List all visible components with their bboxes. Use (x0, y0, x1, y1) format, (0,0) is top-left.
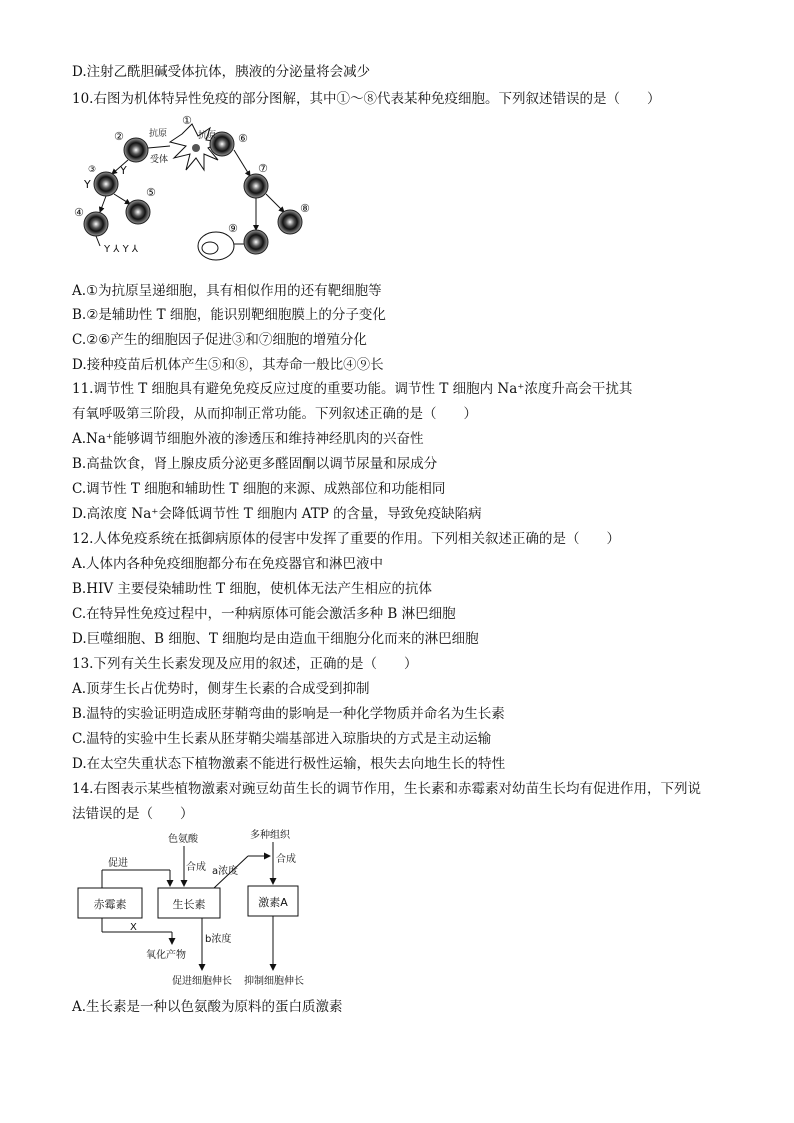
label-7: ⑦ (258, 162, 268, 175)
option-11c: C.调节性 T 细胞和辅助性 T 细胞的来源、成熟部位和功能相同 (72, 481, 446, 497)
synth-label-1: 合成 (186, 862, 206, 873)
label-antigen-left: 抗原 (149, 129, 168, 139)
question-14-stem: 14.右图表示某些植物激素对豌豆幼苗生长的调节作用，生长素和赤霉素对幼苗生长均有促进作用，下列说 (72, 781, 701, 797)
option-10b: B.②是辅助性 T 细胞，能识别靶细胞膜上的分子变化 (72, 307, 386, 323)
cytotoxic-t-cell-9 (244, 230, 268, 254)
helper-t-cell-2 (124, 138, 148, 162)
memory-b-cell-5 (126, 200, 150, 224)
label-4: ④ (74, 206, 84, 219)
immune-response-diagram (70, 112, 330, 270)
a-conc-label: a浓度 (212, 866, 239, 877)
option-11b: B.高盐饮食，肾上腺皮质分泌更多醛固酮以调节尿量和尿成分 (72, 456, 438, 472)
t-cell-7 (244, 174, 268, 198)
gibberellin-label: 赤霉素 (93, 898, 127, 911)
label-3: ③ (88, 165, 97, 175)
plasma-cell-4 (84, 212, 108, 236)
label-8: ⑧ (300, 202, 310, 215)
question-11-stem: 11.调节性 T 细胞具有避免免疫反应过度的重要功能。调节性 T 细胞内 Na⁺浓度升高会干扰其 (72, 381, 633, 397)
question-14-stem-cont: 法错误的是（ ） (72, 806, 194, 822)
promote-label: 促进 (108, 858, 128, 869)
option-10a: A.①为抗原呈递细胞，具有相似作用的还有靶细胞等 (72, 283, 382, 299)
svg-text:Y ⅄ Y ⅄: Y ⅄ Y ⅄ (104, 244, 138, 255)
option-10c: C.②⑥产生的细胞因子促进③和⑦细胞的增殖分化 (72, 332, 367, 348)
option-12c: C.在特异性免疫过程中，一种病原体可能会激活多种 B 淋巴细胞 (72, 606, 456, 622)
question-10-stem: 10.右图为机体特异性免疫的部分图解，其中①～⑧代表某种免疫细胞。下列叙述错误的是（ ） (72, 91, 661, 107)
option-12d: D.巨噬细胞、B 细胞、T 细胞均是由造血干细胞分化而来的淋巴细胞 (72, 631, 479, 647)
label-5: ⑤ (146, 186, 156, 199)
plant-hormone-diagram (72, 826, 322, 992)
multi-tissue-label: 多种组织 (250, 830, 290, 841)
label-2: ② (114, 130, 124, 143)
label-antigen-right: 抗原 (198, 131, 217, 141)
question-12-stem: 12.人体免疫系统在抵御病原体的侵害中发挥了重要的作用。下列相关叙述正确的是（ ） (72, 531, 620, 547)
b-conc-label: b浓度 (205, 934, 232, 945)
label-1: ① (182, 114, 192, 127)
question-13-stem: 13.下列有关生长素发现及应用的叙述，正确的是（ ） (72, 656, 418, 672)
option-13a: A.顶芽生长占优势时，侧芽生长素的合成受到抑制 (72, 681, 370, 697)
hormone-a-label: 激素A (258, 896, 288, 909)
promote-elongation-label: 促进细胞伸长 (172, 976, 232, 987)
synth-label-2: 合成 (276, 854, 296, 865)
option-13c: C.温特的实验中生长素从胚芽鞘尖端基部进入琼脂块的方式是主动运输 (72, 731, 492, 747)
text-line: D.注射乙酰胆碱受体抗体，胰液的分泌量将会减少 (72, 64, 371, 80)
memory-t-cell-8 (278, 210, 302, 234)
label-9: ⑨ (228, 222, 238, 235)
inhibit-elongation-label: 抑制细胞伸长 (244, 976, 304, 987)
b-cell-3 (94, 172, 118, 196)
option-10d: D.接种疫苗后机体产生⑤和⑧，其寿命一般比④⑨长 (72, 357, 384, 373)
question-11-stem-cont: 有氧呼吸第三阶段，从而抑制正常功能。下列叙述正确的是（ ） (72, 406, 477, 422)
label-receptor: 受体 (150, 155, 169, 165)
option-12b: B.HIV 主要侵染辅助性 T 细胞，使机体无法产生相应的抗体 (72, 581, 432, 597)
oxidation-label: 氧化产物 (146, 950, 186, 961)
x-label: X (130, 922, 137, 933)
option-11a: A.Na⁺能够调节细胞外液的渗透压和维持神经肌肉的兴奋性 (72, 431, 424, 447)
svg-text:Y: Y (120, 164, 127, 177)
label-6: ⑥ (238, 132, 248, 145)
auxin-label: 生长素 (172, 898, 206, 911)
option-12a: A.人体内各种免疫细胞都分布在免疫器官和淋巴液中 (72, 556, 384, 572)
option-13b: B.温特的实验证明造成胚芽鞘弯曲的影响是一种化学物质并命名为生长素 (72, 706, 505, 722)
option-13d: D.在太空失重状态下植物激素不能进行极性运输，根失去向地生长的特性 (72, 756, 506, 772)
option-11d: D.高浓度 Na⁺会降低调节性 T 细胞内 ATP 的含量，导致免疫缺陷病 (72, 506, 482, 522)
option-14a: A.生长素是一种以色氨酸为原料的蛋白质激素 (72, 999, 343, 1015)
tryptophan-label: 色氨酸 (168, 834, 198, 845)
svg-text:Y: Y (84, 178, 91, 191)
